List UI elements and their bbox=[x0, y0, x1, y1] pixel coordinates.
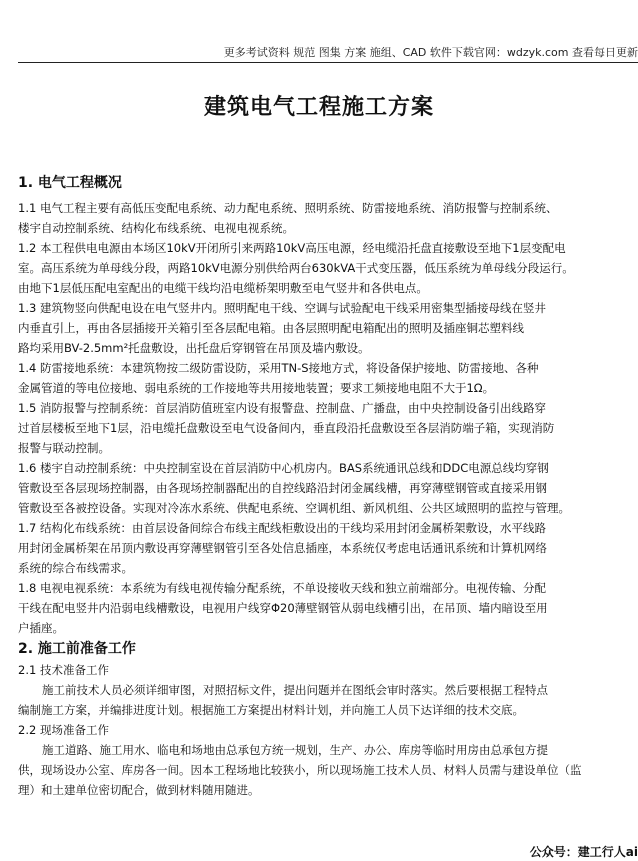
body-line: 1.2 本工程供电电源由本场区10kV开闭所引来两路10kV高压电源，经电缆沿托盘直接敷设至地下1层变配电 bbox=[18, 241, 566, 255]
body-line: 报警与联动控制。 bbox=[18, 441, 110, 455]
section-heading: 2. 施工前准备工作 bbox=[18, 641, 136, 657]
body-line: 内垂直引上，再由各层插接开关箱引至各层配电箱。由各层照明配电箱配出的照明及插座铜芯塑料线 bbox=[18, 321, 524, 335]
body-line: 施工前技术人员必须详细审图，对照招标文件，提出问题并在图纸会审时落实。然后要根据工程特点 bbox=[42, 683, 548, 697]
body-line: 1.6 楼宇自动控制系统：中央控制室设在首层消防中心机房内。BAS系统通讯总线和DDC电源总线均穿钢 bbox=[18, 461, 549, 475]
body-line: 编制施工方案，并编排进度计划。根据施工方案提出材料计划，并向施工人员下达详细的技术交底。 bbox=[18, 703, 524, 717]
section-heading: 1. 电气工程概况 bbox=[18, 175, 122, 191]
body-line: 施工道路、施工用水、临电和场地由总承包方统一规划，生产、办公、库房等临时用房由总承包方提 bbox=[42, 743, 548, 757]
body-line: 系统的综合布线需求。 bbox=[18, 561, 133, 575]
body-line: 户插座。 bbox=[18, 621, 64, 635]
body-line: 路均采用BV-2.5mm²托盘敷设，出托盘后穿钢管在吊顶及墙内敷设。 bbox=[18, 341, 370, 355]
header-rule bbox=[18, 62, 638, 63]
body-line: 1.1 电气工程主要有高低压变配电系统、动力配电系统、照明系统、防雷接地系统、消防报警与控制系统、 bbox=[18, 201, 558, 215]
body-line: 1.5 消防报警与控制系统：首层消防值班室内设有报警盘、控制盘、广播盘，由中央控制设备引出线路穿 bbox=[18, 401, 546, 415]
footer-watermark: 公众号：建工行人ai bbox=[526, 843, 638, 861]
body-line: 干线在配电竖井内沿弱电线槽敷设，电视用户线穿Φ20薄壁钢管从弱电线槽引出，在吊顶、墙内暗设至用 bbox=[18, 601, 548, 615]
subsection-heading: 2.2 现场准备工作 bbox=[18, 723, 109, 737]
body-line: 1.3 建筑物竖向供配电设在电气竖井内。照明配电干线、空调与试验配电干线采用密集型插接母线在竖井 bbox=[18, 301, 546, 315]
body-line: 供，现场设办公室、库房各一间。因本工程场地比较狭小，所以现场施工技术人员、材料人员需与建设单位（监 bbox=[18, 763, 582, 777]
body-line: 1.4 防雷接地系统：本建筑物按二级防雷设防，采用TN-S接地方式，将设备保护接地、防雷接地、各种 bbox=[18, 361, 539, 375]
body-line: 金属管道的等电位接地、弱电系统的工作接地等共用接地装置；要求工频接地电阻不大于1Ω。 bbox=[18, 381, 495, 395]
body-line: 室。高压系统为单母线分段，两路10kV电源分别供给两台630kVA干式变压器，低压系统为单母线分段运行。 bbox=[18, 261, 574, 275]
body-line: 由地下1层低压配电室配出的电缆干线均沿电缆桥架明敷至电气竖井和各供电点。 bbox=[18, 281, 428, 295]
header-text: 更多考试资料 规范 图集 方案 施组、CAD 软件下载官网：wdzyk.com 查看每日更新 bbox=[223, 46, 638, 59]
body-line: 管敷设至各层现场控制器，由各现场控制器配出的自控线路沿封闭金属线槽，再穿薄壁钢管或直接采用钢 bbox=[18, 481, 547, 495]
body-line: 用封闭金属桥架在吊顶内敷设再穿薄壁钢管引至各处信息插座，本系统仅考虑电话通讯系统和计算机网络 bbox=[18, 541, 547, 555]
body-line: 1.7 结构化布线系统：由首层设备间综合布线主配线柜敷设出的干线均采用封闭金属桥架敷设，水平线路 bbox=[18, 521, 546, 535]
subsection-heading: 2.1 技术准备工作 bbox=[18, 663, 109, 677]
document-title: 建筑电气工程施工方案 bbox=[203, 94, 434, 120]
body-line: 过首层楼板至地下1层，沿电缆托盘敷设至电气设备间内，垂直段沿托盘敷设至各层消防端子箱，实现消防 bbox=[18, 421, 555, 435]
document-body bbox=[18, 172, 638, 800]
page-header bbox=[0, 0, 638, 66]
body-line: 1.8 电视电视系统：本系统为有线电视传输分配系统，不单设接收天线和独立前端部分。电视传输、分配 bbox=[18, 581, 546, 595]
body-line: 理）和土建单位密切配合，做到材料随用随进。 bbox=[18, 783, 260, 797]
body-line: 管敷设至各被控设备。实现对冷冻水系统、供配电系统、空调机组、新风机组、公共区域照明的监控与管理。 bbox=[18, 501, 570, 515]
body-line: 楼宇自动控制系统、结构化布线系统、电视电视系统。 bbox=[18, 221, 294, 235]
